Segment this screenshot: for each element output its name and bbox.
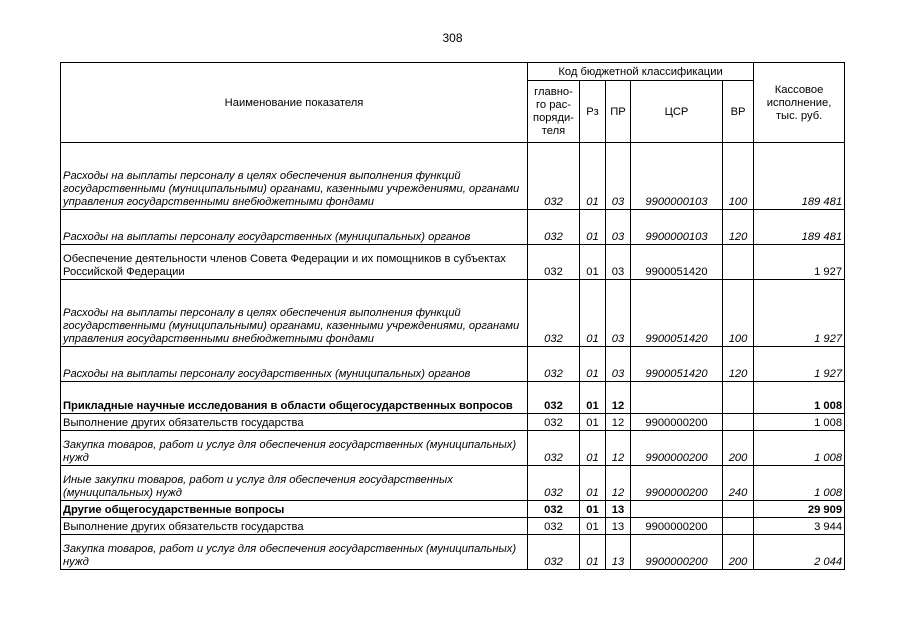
cell-vr: 200 [723, 535, 754, 570]
table-row [61, 245, 845, 280]
cell-cash-execution: 189 481 [754, 210, 845, 245]
cell-csr: 9900000103 [631, 210, 723, 245]
table-row [61, 347, 845, 382]
cell-vr: 120 [723, 347, 754, 382]
cell-name: Выполнение других обязательств государства [61, 518, 528, 535]
cell-csr: 9900000103 [631, 143, 723, 210]
cell-pr: 12 [606, 466, 631, 501]
cell-rz: 01 [580, 535, 606, 570]
cell-rz: 01 [580, 143, 606, 210]
cell-csr: 9900000200 [631, 414, 723, 431]
cell-chief-administrator: 032 [528, 466, 580, 501]
header-sum-line2: исполнение, [766, 96, 832, 109]
cell-chief-administrator: 032 [528, 501, 580, 518]
header-name: Наименование показателя [61, 63, 528, 143]
header-csr: ЦСР [631, 81, 723, 143]
table-body [61, 143, 845, 570]
cell-vr: 200 [723, 431, 754, 466]
cell-chief-administrator: 032 [528, 431, 580, 466]
cell-pr: 13 [606, 535, 631, 570]
header-rz: Рз [580, 81, 606, 143]
table-row [61, 466, 845, 501]
cell-csr: 9900051420 [631, 280, 723, 347]
cell-name: Другие общегосударственные вопросы [61, 501, 528, 518]
cell-csr: 9900051420 [631, 347, 723, 382]
cell-vr: 240 [723, 466, 754, 501]
cell-name: Иные закупки товаров, работ и услуг для обеспечения государственных (муниципальных) нужд [61, 466, 528, 501]
cell-rz: 01 [580, 210, 606, 245]
cell-name: Выполнение других обязательств государства [61, 414, 528, 431]
cell-cash-execution: 189 481 [754, 143, 845, 210]
header-gl-line3: поряди- [533, 112, 574, 124]
cell-name: Расходы на выплаты персоналу в целях обеспечения выполнения функций государственными (муниципальными) органами, казенными учреждениями, органами управления государственными внебюджетными фондами [61, 280, 528, 347]
header-sum-line1: Кассовое [774, 83, 824, 96]
header-gl-line1: главно- [534, 86, 573, 98]
cell-csr: 9900000200 [631, 466, 723, 501]
header-classification-group: Код бюджетной классификации [528, 63, 754, 81]
cell-cash-execution: 29 909 [754, 501, 845, 518]
cell-cash-execution: 1 927 [754, 280, 845, 347]
cell-chief-administrator: 032 [528, 382, 580, 414]
table-row [61, 501, 845, 518]
cell-vr [723, 414, 754, 431]
cell-pr: 13 [606, 501, 631, 518]
cell-pr: 12 [606, 414, 631, 431]
cell-csr: 9900000200 [631, 431, 723, 466]
cell-pr: 03 [606, 245, 631, 280]
cell-csr: 9900051420 [631, 245, 723, 280]
cell-name: Закупка товаров, работ и услуг для обеспечения государственных (муниципальных) нужд [61, 535, 528, 570]
table-row [61, 210, 845, 245]
cell-chief-administrator: 032 [528, 210, 580, 245]
header-pr: ПР [606, 81, 631, 143]
cell-cash-execution: 1 927 [754, 245, 845, 280]
table-row [61, 414, 845, 431]
table-row [61, 431, 845, 466]
cell-cash-execution: 1 008 [754, 431, 845, 466]
cell-vr: 100 [723, 143, 754, 210]
cell-cash-execution: 1 008 [754, 414, 845, 431]
cell-chief-administrator: 032 [528, 245, 580, 280]
cell-chief-administrator: 032 [528, 414, 580, 431]
cell-vr [723, 382, 754, 414]
table-row [61, 143, 845, 210]
cell-csr: 9900000200 [631, 518, 723, 535]
cell-pr: 12 [606, 431, 631, 466]
table-row [61, 382, 845, 414]
cell-vr [723, 245, 754, 280]
page-number: 308 [442, 31, 463, 45]
cell-name: Расходы на выплаты персоналу в целях обеспечения выполнения функций государственными (муниципальными) органами, казенными учреждениями, органами управления государственными внебюджетными фондами [61, 143, 528, 210]
cell-cash-execution: 1 927 [754, 347, 845, 382]
table-row [61, 280, 845, 347]
cell-name: Закупка товаров, работ и услуг для обеспечения государственных (муниципальных) нужд [61, 431, 528, 466]
cell-name: Обеспечение деятельности членов Совета Федерации и их помощников в субъектах Российской Федерации [61, 245, 528, 280]
header-gl-line4: теля [541, 125, 566, 137]
cell-pr: 13 [606, 518, 631, 535]
cell-chief-administrator: 032 [528, 535, 580, 570]
cell-name: Расходы на выплаты персоналу государственных (муниципальных) органов [61, 347, 528, 382]
cell-csr [631, 501, 723, 518]
header-gl-line2: го рас- [536, 99, 571, 111]
cell-vr: 120 [723, 210, 754, 245]
cell-cash-execution: 1 008 [754, 466, 845, 501]
cell-rz: 01 [580, 501, 606, 518]
cell-chief-administrator: 032 [528, 280, 580, 347]
cell-rz: 01 [580, 431, 606, 466]
table-row [61, 535, 845, 570]
budget-table [60, 62, 845, 570]
cell-rz: 01 [580, 382, 606, 414]
cell-rz: 01 [580, 245, 606, 280]
cell-rz: 01 [580, 414, 606, 431]
table-header [61, 63, 845, 143]
cell-chief-administrator: 032 [528, 518, 580, 535]
cell-rz: 01 [580, 347, 606, 382]
cell-chief-administrator: 032 [528, 143, 580, 210]
cell-cash-execution: 3 944 [754, 518, 845, 535]
cell-csr [631, 382, 723, 414]
cell-csr: 9900000200 [631, 535, 723, 570]
cell-name: Прикладные научные исследования в области общегосударственных вопросов [61, 382, 528, 414]
cell-chief-administrator: 032 [528, 347, 580, 382]
cell-vr [723, 501, 754, 518]
cell-rz: 01 [580, 280, 606, 347]
cell-pr: 03 [606, 347, 631, 382]
cell-rz: 01 [580, 466, 606, 501]
cell-pr: 03 [606, 280, 631, 347]
cell-pr: 03 [606, 210, 631, 245]
cell-name: Расходы на выплаты персоналу государственных (муниципальных) органов [61, 210, 528, 245]
cell-rz: 01 [580, 518, 606, 535]
header-vr: ВР [723, 81, 754, 143]
cell-pr: 12 [606, 382, 631, 414]
table-row [61, 518, 845, 535]
cell-vr: 100 [723, 280, 754, 347]
cell-cash-execution: 1 008 [754, 382, 845, 414]
header-chief-administrator [528, 81, 580, 143]
header-cash-execution [754, 63, 845, 143]
cell-cash-execution: 2 044 [754, 535, 845, 570]
header-sum-line3: тыс. руб. [775, 109, 823, 122]
cell-vr [723, 518, 754, 535]
cell-pr: 03 [606, 143, 631, 210]
